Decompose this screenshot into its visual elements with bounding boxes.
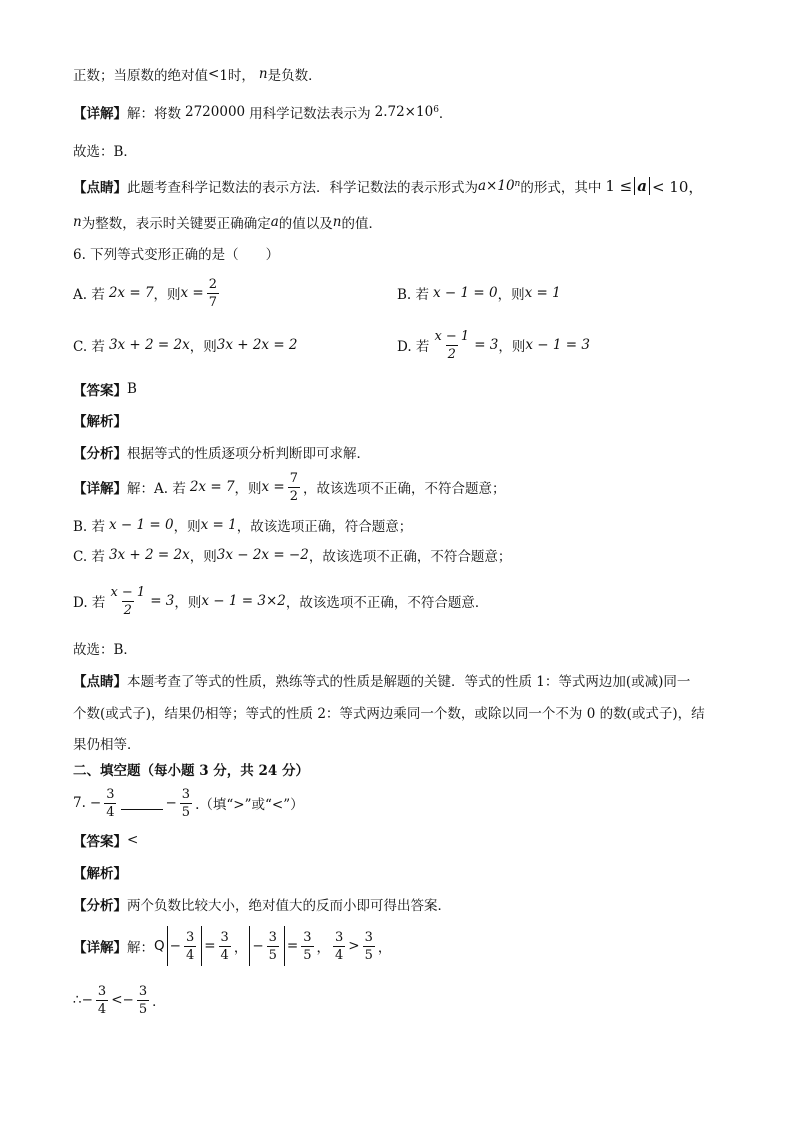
- text-line-4: [73, 174, 703, 198]
- analysis-6-header: [73, 408, 127, 432]
- math-variable: n: [332, 214, 342, 230]
- math-variable: a: [270, 214, 279, 230]
- text: C. 若: [73, 339, 105, 355]
- question-6-option-a: [73, 278, 222, 308]
- section-tag: 【分析】: [73, 898, 127, 914]
- text: 6. 下列等式变形正确的是（ ）: [73, 247, 280, 263]
- text: ，则: [189, 339, 217, 355]
- section-tag: 【解析】: [73, 414, 127, 430]
- text: ，故该选项不正确，不符合题意；: [308, 549, 512, 565]
- note-6-line-2: [73, 700, 705, 724]
- text: ，: [233, 940, 248, 956]
- fraction: [432, 330, 471, 361]
- denominator: 4: [106, 804, 115, 820]
- text: ，则: [173, 519, 201, 535]
- math-expression: x − 1 = 3: [525, 337, 590, 353]
- text-line-2: [73, 100, 452, 124]
- question-7: [73, 783, 304, 823]
- text: 解：: [127, 940, 154, 956]
- analysis-7-header: [73, 860, 127, 884]
- math-expression: x − 1 = 0: [433, 285, 498, 301]
- absolute-value: [634, 177, 650, 195]
- math-expression: 3x + 2 = 2x: [108, 337, 190, 353]
- section-tag: 【详解】: [73, 481, 127, 497]
- fraction: [104, 788, 116, 819]
- math-expression: 2.72×10: [374, 104, 434, 120]
- analysis-6: [73, 440, 370, 464]
- math-expression: 3x + 2 = 2x: [108, 547, 190, 563]
- section-heading: 二、填空题（每小题 3 分，共 24 分）: [73, 763, 309, 779]
- math-expression: 3x + 2x = 2: [216, 337, 298, 353]
- denominator: 4: [97, 1001, 107, 1017]
- math-expression: x = 1: [200, 517, 237, 533]
- fraction: [184, 931, 196, 962]
- math-expression: 2x = 7: [108, 285, 154, 301]
- detail-6-d: [73, 583, 488, 619]
- detail-7: [73, 924, 391, 968]
- math-expression: x − 1 = 3×2: [201, 593, 286, 609]
- numerator: 3: [364, 929, 373, 945]
- detail-6-c: [73, 543, 511, 567]
- question-6-title: [73, 241, 279, 265]
- math-symbol: −: [122, 992, 134, 1008]
- numerator: 3: [106, 786, 115, 802]
- answer-6: [73, 377, 137, 401]
- fraction: [207, 278, 219, 309]
- section-tag: 【点睛】: [73, 180, 127, 196]
- text: 此题考查科学记数法的表示方法．科学记数法的表示形式为: [127, 180, 478, 196]
- numerator: 3: [335, 929, 344, 945]
- text: ，故该选项正确，符合题意；: [236, 519, 413, 535]
- fraction: [96, 985, 108, 1016]
- numerator: 3: [303, 929, 312, 945]
- answer-7: [73, 828, 138, 852]
- math-symbol: ∴: [73, 992, 82, 1008]
- text-line-5: [73, 210, 382, 234]
- math-symbol: −: [169, 938, 181, 954]
- text: 个数(或式子)，结果仍相等；等式的性质 2：等式两边乘同一个数，或除以同一个不为 0 的数(或式子)，结: [73, 706, 705, 722]
- text: 用科学记数法表示为: [249, 106, 371, 122]
- text: B. 若: [73, 519, 106, 535]
- question-6-option-d: [397, 328, 590, 362]
- text: ，则: [189, 549, 217, 565]
- numerator: x − 1: [110, 584, 146, 600]
- section-tag: 【详解】: [73, 106, 127, 122]
- math-variable: n: [258, 66, 268, 82]
- text: A. 若: [73, 287, 105, 303]
- denominator: 4: [220, 947, 229, 963]
- denominator: 2: [123, 602, 132, 618]
- math-symbol: <: [111, 992, 123, 1008]
- math-number: 2720000: [185, 104, 246, 120]
- denominator: 5: [303, 947, 312, 963]
- detail-6-a: [73, 471, 506, 503]
- question-6-option-b: [397, 278, 561, 308]
- math-symbol: =: [286, 938, 299, 954]
- math-exponent: 6: [433, 105, 439, 115]
- denominator: 4: [335, 947, 344, 963]
- section-tag: 【详解】: [73, 940, 127, 956]
- math-expression: = 3: [150, 593, 175, 609]
- note-6-line-3: [73, 731, 141, 755]
- math-symbol: <: [208, 66, 220, 82]
- text: ，故该选项不正确，不符合题意．: [285, 595, 489, 611]
- fraction: [288, 472, 300, 503]
- text: ，则: [153, 287, 181, 303]
- text: ，: [316, 940, 331, 956]
- numerator: 3: [97, 983, 107, 999]
- text: ，则: [234, 481, 262, 497]
- math-variable: n: [73, 214, 82, 230]
- text: 解：将数: [127, 106, 181, 122]
- fraction: [363, 931, 375, 962]
- text-line-1: [73, 62, 322, 86]
- numerator: 7: [289, 470, 299, 486]
- math-symbol: >: [348, 938, 360, 954]
- math-symbol: −: [252, 938, 264, 954]
- text: B. 若: [397, 287, 430, 303]
- math-variable: a: [637, 177, 647, 195]
- denominator: 7: [208, 294, 218, 310]
- text: 1时，: [219, 68, 255, 84]
- math-expression: a×10: [478, 178, 515, 194]
- question-number: 7.: [73, 795, 86, 811]
- answer-blank[interactable]: [121, 797, 163, 810]
- text: 为整数，表示时关键要正确确定: [81, 216, 271, 232]
- numerator: 3: [268, 929, 277, 945]
- denominator: 2: [289, 488, 299, 504]
- analysis-7: [73, 892, 451, 916]
- answer-value: B: [127, 381, 137, 397]
- choice-6: [73, 636, 137, 660]
- section-tag: 【解析】: [73, 866, 127, 882]
- math-expression: x =: [261, 479, 285, 495]
- numerator: x − 1: [434, 328, 470, 344]
- numerator: 3: [220, 929, 229, 945]
- text: 正数；当原数的绝对值: [73, 68, 208, 84]
- math-expression: 2x = 7: [189, 479, 235, 495]
- fraction: [108, 586, 147, 617]
- denominator: 2: [447, 346, 456, 362]
- absolute-value: [249, 926, 285, 966]
- answer-value: <: [127, 832, 139, 848]
- math-symbol: −: [89, 795, 102, 811]
- question-6-option-c: [73, 330, 298, 360]
- math-symbol: −: [165, 795, 177, 811]
- numerator: 3: [185, 929, 195, 945]
- math-symbol: =: [204, 938, 216, 954]
- text: ．: [438, 106, 453, 122]
- text: 的值以及: [278, 216, 333, 232]
- text: D. 若: [73, 595, 106, 611]
- conclusion-7: [73, 980, 166, 1020]
- math-expression: x = 1: [524, 285, 561, 301]
- text: 是负数．: [267, 68, 322, 84]
- text: 故选：B．: [73, 144, 137, 160]
- denominator: 5: [138, 1001, 148, 1017]
- math-exponent: n: [514, 179, 521, 189]
- section-2-title: [73, 757, 309, 781]
- numerator: 2: [208, 276, 218, 292]
- math-expression: = 3: [474, 337, 499, 353]
- math-expression: x − 1 = 0: [109, 517, 174, 533]
- section-tag: 【答案】: [73, 834, 127, 850]
- numerator: 3: [181, 786, 191, 802]
- text: C. 若: [73, 549, 105, 565]
- math-expression: 3x − 2x = −2: [216, 547, 309, 563]
- numerator: 3: [138, 983, 148, 999]
- text: .（填“>”或“<”）: [195, 797, 304, 813]
- text: 两个负数比较大小，绝对值大的反而小即可得出答案．: [127, 898, 451, 914]
- denominator: 5: [181, 804, 191, 820]
- denominator: 5: [364, 947, 373, 963]
- math-expression: 1 ≤: [605, 177, 633, 195]
- fraction: [137, 985, 149, 1016]
- section-tag: 【分析】: [73, 446, 127, 462]
- text: ，故该选项不正确，不符合题意；: [303, 481, 506, 497]
- fraction: [301, 931, 313, 962]
- text: 果仍相等．: [73, 737, 141, 753]
- fraction: [267, 931, 279, 962]
- section-tag: 【答案】: [73, 383, 127, 399]
- text: 根据等式的性质逐项分析判断即可求解．: [127, 446, 370, 462]
- fraction: [333, 931, 345, 962]
- denominator: 4: [185, 947, 195, 963]
- text: 解：A. 若: [127, 481, 186, 497]
- fraction: [219, 931, 231, 962]
- text: D. 若: [397, 339, 430, 355]
- math-symbol: −: [81, 992, 93, 1008]
- text: 的形式，其中: [520, 180, 602, 196]
- text: ，则: [174, 595, 202, 611]
- absolute-value: [167, 926, 203, 966]
- text: ．: [152, 994, 166, 1010]
- detail-6-b: [73, 513, 412, 537]
- text-line-3: [73, 138, 137, 162]
- text: 故选：B．: [73, 642, 137, 658]
- text: ，则: [497, 287, 525, 303]
- section-tag: 【点睛】: [73, 674, 127, 690]
- math-expression: x =: [180, 285, 204, 301]
- text: 本题考查了等式的性质，熟练等式的性质是解题的关键．等式的性质 1：等式两边加(或减)同一: [127, 674, 691, 690]
- fraction: [180, 788, 192, 819]
- denominator: 5: [268, 947, 277, 963]
- text: ，则: [498, 339, 526, 355]
- text: 的值．: [341, 216, 382, 232]
- note-6-line-1: [73, 668, 690, 692]
- math-symbol: Q: [154, 938, 165, 954]
- text: ，: [377, 940, 392, 956]
- math-expression: < 10，: [651, 177, 704, 196]
